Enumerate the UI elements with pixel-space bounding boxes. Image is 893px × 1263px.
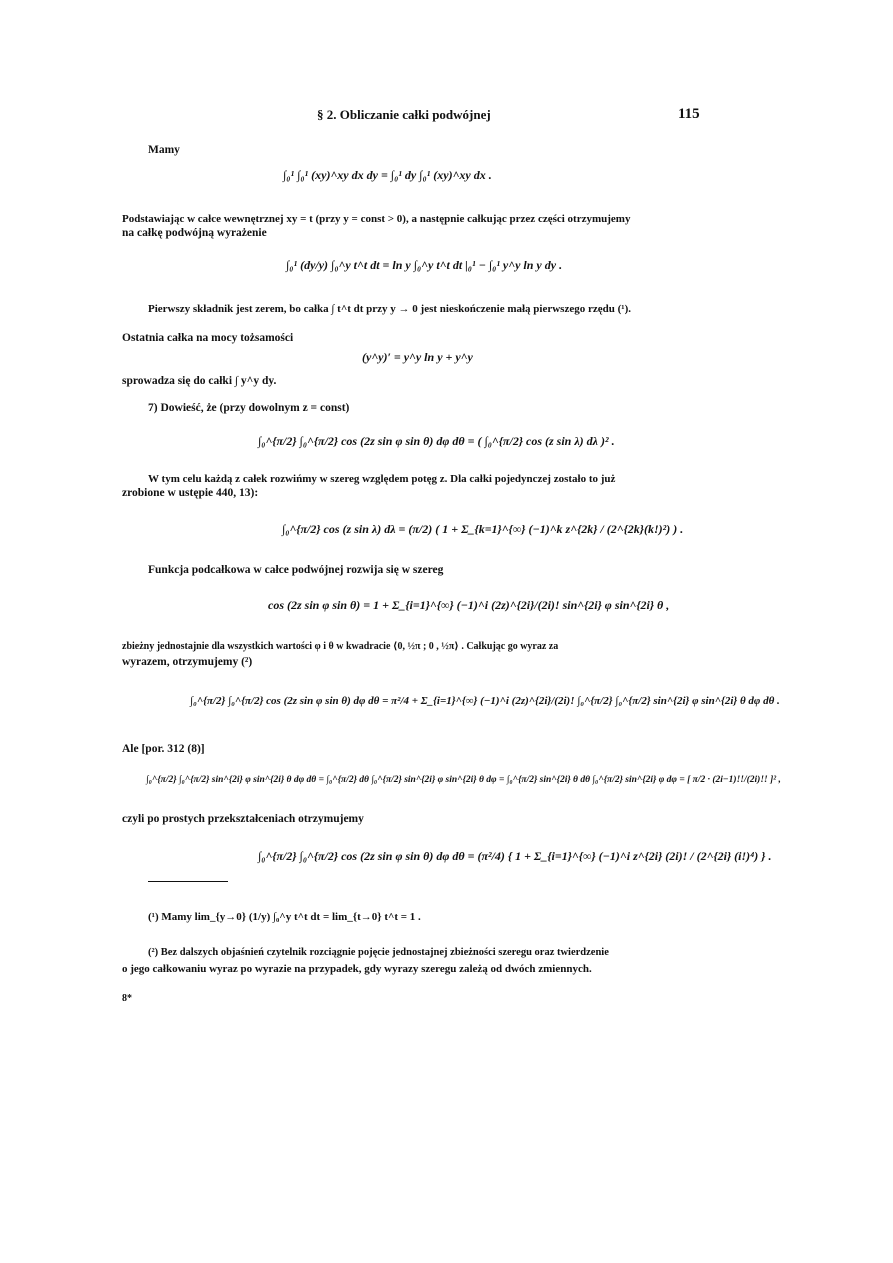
page-number: 115 [678, 106, 700, 122]
text-pierwszy: Pierwszy składnik jest zerem, bo całka ∫ t^t dt przy y → 0 jest nieskończenie małą pierwszego rzędu (¹). [148, 303, 631, 315]
text-problem-7: 7) Dowieść, że (przy dowolnym z = const) [148, 402, 350, 414]
signature-mark: 8* [122, 993, 132, 1004]
text-zbiezny-1: zbieżny jednostajnie dla wszystkich wartości φ i θ w kwadracie ⟨0, ½π ; 0 , ½π⟩ . Całkując go wyraz za [122, 641, 559, 652]
text-czyli: czyli po prostych przekształceniach otrzymujemy [122, 813, 364, 825]
text-zbiezny-2: wyrazem, otrzymujemy (²) [122, 656, 253, 668]
text-mamy: Mamy [148, 144, 180, 156]
text-ale: Ale [por. 312 (8)] [122, 743, 205, 755]
equation-2: ∫₀¹ (dy/y) ∫₀^y t^t dt = ln y ∫₀^y t^t dt |₀¹ − ∫₀¹ y^y ln y dy . [286, 258, 563, 272]
text-podstawiajac-1: Podstawiając w całce wewnętrznej xy = t (przy y = const > 0), a następnie całkując przez części otrzymujemy [122, 213, 631, 225]
text-sprowadza: sprowadza się do całki ∫ y^y dy. [122, 375, 277, 387]
text-w-tym-celu-1: W tym celu każdą z całek rozwińmy w szereg względem potęg z. Dla całki pojedynczej zostało to już [148, 473, 616, 485]
text-ostatnia: Ostatnia całka na mocy tożsamości [122, 332, 294, 344]
text-podstawiajac-2: na całkę podwójną wyrażenie [122, 227, 267, 239]
equation-6: cos (2z sin φ sin θ) = 1 + Σ_{i=1}^{∞} (−1)^i (2z)^{2i}/(2i)! sin^{2i} φ sin^{2i} θ , [268, 598, 670, 612]
footnote-separator [148, 881, 228, 882]
equation-8: ∫₀^{π/2} ∫₀^{π/2} sin^{2i} φ sin^{2i} θ dφ dθ = ∫₀^{π/2} dθ ∫₀^{π/2} sin^{2i} φ sin^{2i} θ dφ = ∫₀^{π/2} sin^{2i} θ dθ ∫₀^{π/2} sin^{2i} φ dφ = [ π/2 · (2i−1)!!/(2i)!! ]² , [146, 775, 781, 785]
equation-1: ∫₀¹ ∫₀¹ (xy)^xy dx dy = ∫₀¹ dy ∫₀¹ (xy)^xy dx . [283, 168, 492, 182]
equation-4: ∫₀^{π/2} ∫₀^{π/2} cos (2z sin φ sin θ) dφ dθ = ( ∫₀^{π/2} cos (z sin λ) dλ )² . [258, 434, 615, 448]
footnote-1: (¹) Mamy lim_{y→0} (1/y) ∫₀^y t^t dt = lim_{t→0} t^t = 1 . [148, 911, 421, 923]
equation-3: (y^y)′ = y^y ln y + y^y [362, 350, 473, 364]
equation-7: ∫₀^{π/2} ∫₀^{π/2} cos (2z sin φ sin θ) dφ dθ = π²/4 + Σ_{i=1}^{∞} (−1)^i (2z)^{2i}/(2i)! ∫₀^{π/2} ∫₀^{π/2} sin^{2i} φ sin^{2i} θ dφ dθ . [190, 695, 780, 707]
footnote-2-line-1: (²) Bez dalszych objaśnień czytelnik rozciągnie pojęcie jednostajnej zbieżności szeregu oraz twierdzenie [148, 947, 609, 958]
text-w-tym-celu-2: zrobione w ustępie 440, 13): [122, 487, 259, 499]
equation-9: ∫₀^{π/2} ∫₀^{π/2} cos (2z sin φ sin θ) dφ dθ = (π²/4) { 1 + Σ_{i=1}^{∞} (−1)^i z^{2i} (2i)! / (2^{2i} (i!)⁴) } . [258, 849, 772, 863]
footnote-2-line-2: o jego całkowaniu wyraz po wyrazie na przypadek, gdy wyrazy szeregu zależą od dwóch zmiennych. [122, 963, 592, 975]
section-title: § 2. Obliczanie całki podwójnej [317, 107, 491, 122]
text-funkcja: Funkcja podcałkowa w całce podwójnej rozwija się w szereg [148, 564, 444, 576]
equation-5: ∫₀^{π/2} cos (z sin λ) dλ = (π/2) ( 1 + Σ_{k=1}^{∞} (−1)^k z^{2k} / (2^{2k}(k!)²) ) . [282, 522, 684, 536]
